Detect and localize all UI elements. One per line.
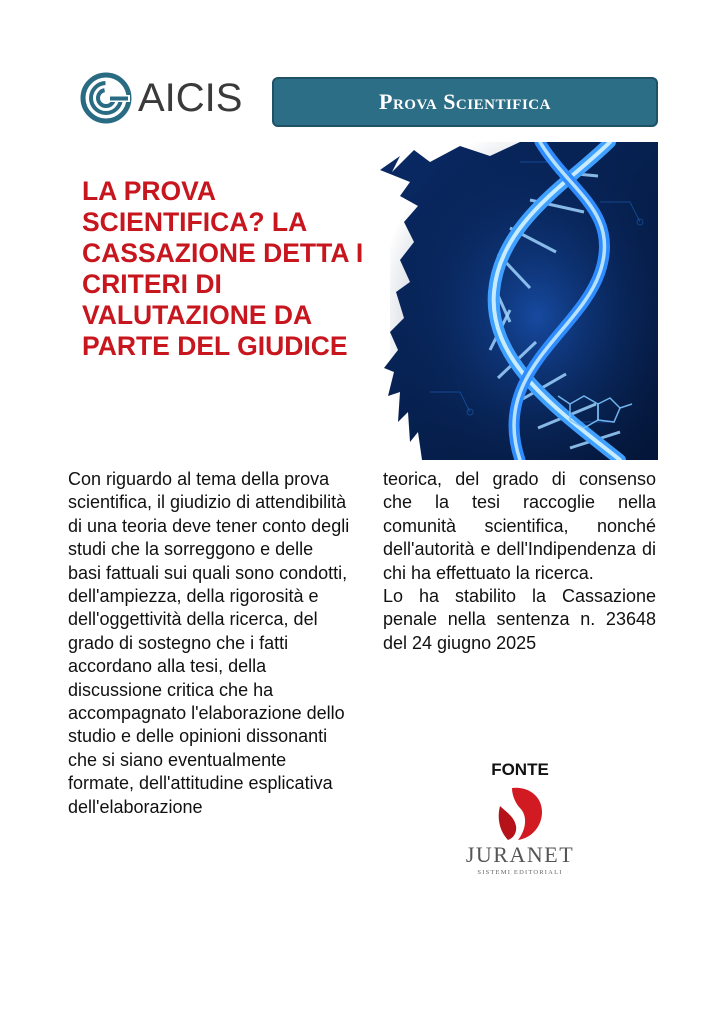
article-body-left-column: Con riguardo al tema della prova scientifica, il giudizio di attendibilità di una teoria deve tener conto degli studi che la sorreggono e delle basi fattuali sui quali sono condotti, dell'ampiezza, della rigorosità e dell'oggettività della ricerca, del grado di sostegno che i fatti accordano alla tesi, della discussione critica che ha accompagnato l'elaborazione dello studio e delle opinioni dissonanti che si siano eventualmente formate, dell'attitudine esplicativa dell'elaborazione [68,469,350,817]
juranet-logo[interactable] [462,786,578,882]
source-label: FONTE [491,760,549,779]
aicis-logo[interactable] [80,72,260,124]
category-banner [272,77,658,127]
dna-helix-image [370,142,658,460]
aicis-logo-icon [80,72,132,124]
article-title: LA PROVA SCIENTIFICA? LA CASSAZIONE DETTA I CRITERI DI VALUTAZIONE DA PARTE DEL GIUDICE [82,176,364,361]
aicis-logo-text: AICIS [138,76,243,120]
juranet-logo-icon [492,786,546,842]
juranet-brand-name: JURANET [465,842,575,867]
category-banner-text: Prova Scientifica [379,89,551,114]
article-body-right-paragraph-2: Lo ha stabilito la Cassazione penale nella sentenza n. 23648 del 24 giugno 2025 [383,586,656,653]
article-body-right-column [383,468,656,655]
article-body-right-paragraph-1: teorica, del grado di consenso che la tesi raccoglie nella comunità scientifica, nonché dell'autorità e dell'Indipendenza di chi ha effettuato la ricerca. [383,469,656,583]
juranet-brand-subtitle: SISTEMI EDITORIALI [477,869,563,876]
